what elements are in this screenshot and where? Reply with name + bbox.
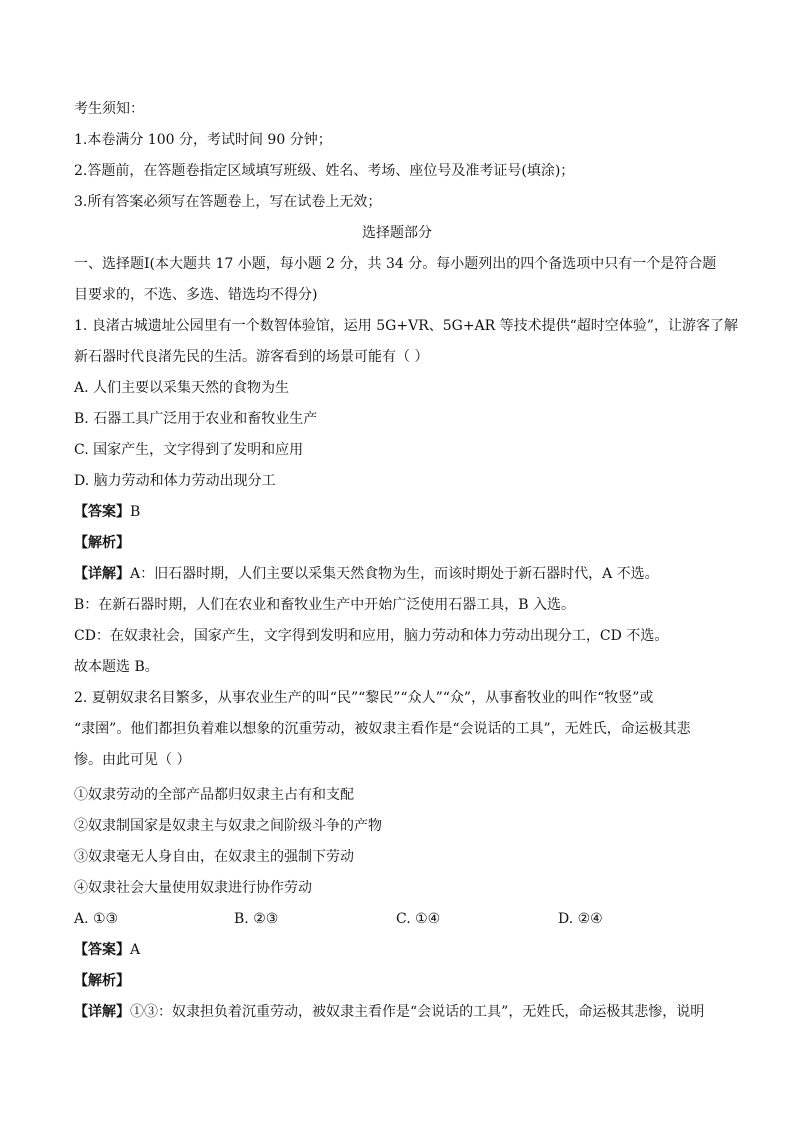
q2-answer-value: A (130, 942, 141, 958)
notice-heading: 考生须知： (74, 101, 144, 117)
notice-item-1: 1.本卷满分 100 分，考试时间 90 分钟； (74, 132, 332, 148)
q2-statement-2: ②奴隶制国家是奴隶主与奴隶之间阶级斗争的产物 (74, 818, 382, 834)
q2-answer-tag: 【答案】 (74, 942, 130, 958)
q1-detail-line-3: CD：在奴隶社会，国家产生，文字得到发明和应用，脑力劳动和体力劳动出现分工，CD 不选。 (74, 628, 669, 644)
q2-stem-line-3: 惨。由此可见（ ） (74, 752, 191, 768)
q1-analysis-tag: 【解析】 (74, 535, 130, 551)
part-header-line-2: 目要求的，不选、多选、错选均不得分) (74, 287, 318, 303)
q1-detail-line-2: B：在新石器时期，人们在农业和畜牧业生产中开始广泛使用石器工具，B 入选。 (74, 597, 576, 613)
q2-detail-text-1: ①③：奴隶担负着沉重劳动，被奴隶主看作是“会说话的工具”，无姓氏，命运极其悲惨，说明 (130, 1004, 705, 1020)
part-header-line-1: 一、选择题Ⅰ(本大题共 17 小题，每小题 2 分，共 34 分。每小题列出的四个备选项中只有一个是符合题 (74, 256, 717, 272)
q2-stem-line-2: “隶圉”。他们都担负着难以想象的沉重劳动，被奴隶主看作是“会说话的工具”，无姓氏，命运极其悲 (74, 721, 691, 737)
q2-statement-1: ①奴隶劳动的全部产品都归奴隶主占有和支配 (74, 787, 354, 803)
q2-detail-tag: 【详解】 (74, 1004, 130, 1020)
q1-answer-value: B (130, 504, 141, 520)
q1-detail-tag: 【详解】 (74, 566, 130, 582)
q1-answer-tag: 【答案】 (74, 504, 130, 520)
notice-item-3: 3.所有答案必须写在答题卷上，写在试卷上无效； (74, 194, 382, 210)
q2-option-b: B. ②③ (234, 911, 279, 927)
q1-option-b: B. 石器工具广泛用于农业和畜牧业生产 (74, 411, 318, 427)
q2-option-a: A. ①③ (74, 911, 119, 927)
q1-stem-line-1: 1. 良渚古城遗址公园里有一个数智体验馆，运用 5G+VR、5G+AR 等技术提供“超时空体验”，让游客了解 (74, 318, 738, 334)
q1-option-a: A. 人们主要以采集天然的食物为生 (74, 380, 290, 396)
q2-stem-line-1: 2. 夏朝奴隶名目繁多，从事农业生产的叫“民”“黎民”“众人”“众”，从事畜牧业的叫作“牧竖”或 (74, 690, 654, 706)
q2-statement-3: ③奴隶毫无人身自由，在奴隶主的强制下劳动 (74, 849, 354, 865)
q1-detail-line-1 (74, 565, 659, 583)
section-title: 选择题部分 (362, 225, 432, 241)
q2-option-c: C. ①④ (396, 911, 441, 927)
q2-analysis-tag: 【解析】 (74, 973, 130, 989)
notice-item-2: 2.答题前，在答题卷指定区域填写班级、姓名、考场、座位号及准考证号(填涂)； (74, 163, 575, 179)
q2-options-row (74, 910, 714, 928)
q1-option-d: D. 脑力劳动和体力劳动出现分工 (74, 473, 276, 489)
q2-answer (74, 941, 140, 959)
q1-detail-text-1: A：旧石器时期，人们主要以采集天然食物为生，而该时期处于新石器时代，A 不选。 (130, 566, 659, 582)
q2-option-d: D. ②④ (558, 911, 603, 927)
q2-detail-line-1 (74, 1003, 704, 1021)
q1-conclusion: 故本题选 B。 (74, 659, 159, 675)
q2-statement-4: ④奴隶社会大量使用奴隶进行协作劳动 (74, 880, 312, 896)
q1-option-c: C. 国家产生，文字得到了发明和应用 (74, 442, 304, 458)
q1-answer (74, 503, 140, 521)
q1-stem-line-2: 新石器时代良渚先民的生活。游客看到的场景可能有（ ） (74, 349, 429, 365)
